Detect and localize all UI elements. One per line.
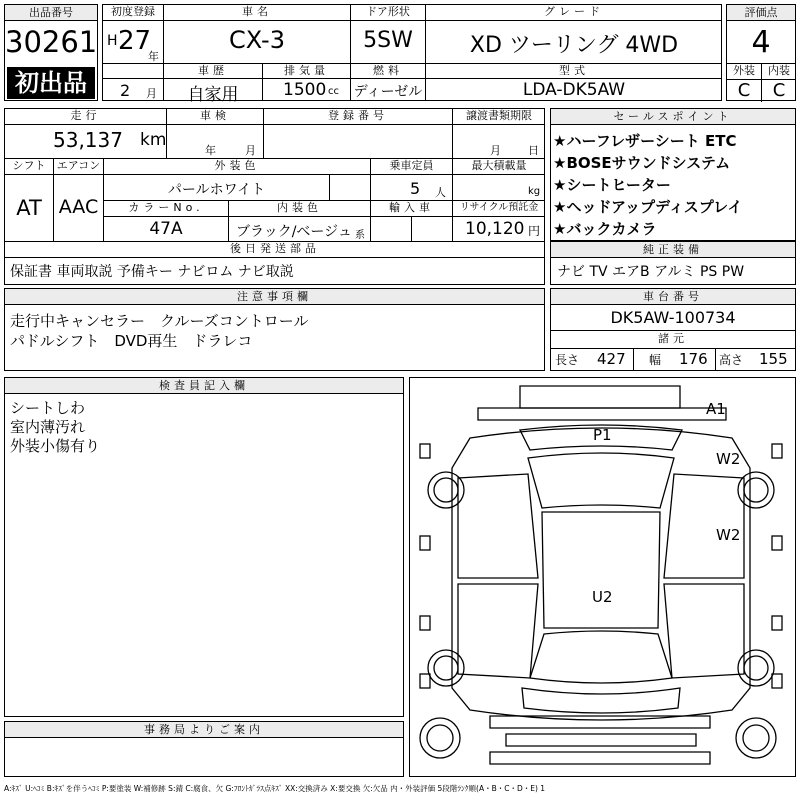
specs-label: 諸元 bbox=[658, 332, 688, 345]
inspector-line: 外装小傷有り bbox=[10, 437, 101, 455]
later-parts-label: 後日発送部品 bbox=[230, 242, 320, 255]
registration-label: 登録番号 bbox=[328, 109, 388, 122]
door-label: ドア形状 bbox=[366, 5, 410, 18]
int-color: ブラック/ベージュ bbox=[236, 224, 352, 240]
office-box bbox=[4, 721, 404, 777]
score-box bbox=[726, 4, 796, 101]
sales-point-item: ★ハーフレザーシート ETC bbox=[553, 132, 737, 150]
genuine-equipment-box bbox=[550, 241, 796, 285]
inspection-label: 車検 bbox=[200, 109, 230, 122]
damage-mark-p1: P1 bbox=[593, 426, 612, 444]
mileage-label: 走行 bbox=[70, 109, 101, 122]
car-diagram-box bbox=[409, 377, 796, 777]
car-name-label: 車名 bbox=[242, 5, 272, 18]
height: 155 bbox=[759, 350, 788, 368]
damage-mark-u2: U2 bbox=[592, 588, 613, 606]
aircon-label: エアコン bbox=[56, 159, 101, 172]
height-label: 高さ bbox=[719, 353, 744, 367]
first-reg-label: 初度登録 bbox=[111, 5, 155, 18]
genuine-equipment-label: 純正装備 bbox=[551, 242, 795, 258]
damage-mark-a1: A1 bbox=[706, 400, 726, 418]
door-type: 5SW bbox=[363, 28, 413, 53]
ext-color: パールホワイト bbox=[167, 182, 266, 198]
sales-point-item: ★ヘッドアップディスプレイ bbox=[553, 198, 743, 216]
chassis-box bbox=[550, 288, 796, 371]
first-reg-year: 27 bbox=[118, 26, 152, 56]
history: 自家用 bbox=[187, 85, 239, 105]
lot-number: 30261 bbox=[5, 25, 98, 59]
score-label: 評価点 bbox=[727, 5, 795, 21]
office-label: 事務局よりご案内 bbox=[5, 722, 403, 738]
color-no-label: カラーNo. bbox=[128, 201, 204, 214]
capacity-label: 乗車定員 bbox=[389, 159, 434, 172]
interior-grade-label: 内装 bbox=[768, 64, 790, 77]
exterior-grade-label: 外装 bbox=[733, 64, 755, 77]
color-no: 47A bbox=[149, 219, 183, 239]
inspector-line: 室内薄汚れ bbox=[10, 418, 86, 436]
transfer-month-unit: 月 bbox=[490, 144, 501, 157]
exterior-grade: C bbox=[737, 80, 751, 101]
caution-box bbox=[4, 288, 545, 371]
caution-label: 注意事項欄 bbox=[5, 289, 544, 305]
mileage-unit: km bbox=[140, 130, 167, 150]
damage-mark-w2: W2 bbox=[716, 526, 741, 544]
grade-label: グレード bbox=[544, 5, 604, 18]
capacity-unit: 人 bbox=[435, 186, 446, 199]
displacement: 1500 bbox=[283, 80, 327, 100]
lot-label: 出品番号 bbox=[5, 5, 97, 21]
fuel: ディーゼル bbox=[353, 84, 423, 100]
sales-point-item: ★BOSEサウンドシステム bbox=[553, 154, 731, 172]
inspector-label: 検査員記入欄 bbox=[5, 378, 403, 394]
recycle-unit: 円 bbox=[528, 224, 541, 238]
ext-color-label: 外装色 bbox=[214, 159, 260, 172]
fuel-label: 燃料 bbox=[373, 64, 403, 77]
sales-points-box bbox=[550, 108, 796, 241]
new-listing-badge: 初出品 bbox=[7, 67, 95, 99]
mileage: 53,137 bbox=[53, 128, 123, 152]
inspector-box bbox=[4, 377, 404, 717]
interior-grade: C bbox=[772, 80, 786, 101]
displacement-unit: cc bbox=[328, 86, 339, 97]
width: 176 bbox=[679, 350, 708, 368]
int-color-suffix: 系 bbox=[355, 230, 365, 241]
car-diagram bbox=[410, 378, 794, 775]
sales-point-item: ★バックカメラ bbox=[553, 220, 657, 238]
model-label: 型式 bbox=[559, 64, 589, 77]
inspection-year-unit: 年 bbox=[205, 144, 216, 157]
caution-line: 走行中キャンセラー クルーズコントロール bbox=[10, 312, 309, 330]
era-letter: H bbox=[107, 33, 118, 49]
recycle-label: リサイクル預託金 bbox=[459, 202, 539, 213]
aircon: AAC bbox=[58, 196, 99, 218]
sales-points-label: セールスポイント bbox=[551, 109, 795, 125]
load-unit: kg bbox=[528, 186, 541, 197]
length-label: 長さ bbox=[555, 353, 580, 367]
chassis-number: DK5AW-100734 bbox=[610, 308, 736, 327]
width-label: 幅 bbox=[649, 353, 662, 367]
displacement-label: 排気量 bbox=[284, 64, 329, 77]
inspection-month-unit: 月 bbox=[245, 144, 256, 157]
int-color-label: 内装色 bbox=[277, 201, 322, 214]
month-unit: 月 bbox=[146, 87, 157, 100]
score-value: 4 bbox=[751, 25, 771, 60]
shift: AT bbox=[16, 196, 42, 220]
later-parts: 保証書 車両取説 予備キー ナビロム ナビ取説 bbox=[10, 264, 294, 280]
sales-point-item: ★シートヒーター bbox=[553, 176, 671, 194]
transfer-day-unit: 日 bbox=[528, 144, 539, 157]
grade: XD ツーリング 4WD bbox=[469, 33, 679, 58]
capacity: 5 bbox=[410, 179, 421, 198]
chassis-label: 車台番号 bbox=[551, 289, 795, 305]
load-label: 最大積載量 bbox=[471, 159, 527, 172]
recycle-fee: 10,120 bbox=[465, 219, 525, 239]
car-name: CX-3 bbox=[229, 26, 285, 54]
length: 427 bbox=[597, 350, 626, 368]
model-code: LDA-DK5AW bbox=[522, 80, 626, 100]
inspector-line: シートしわ bbox=[10, 399, 86, 417]
first-reg-month: 2 bbox=[120, 81, 131, 100]
lot-box bbox=[4, 4, 98, 101]
import-label: 輸入車 bbox=[389, 201, 434, 214]
genuine-equipment: ナビ TV エアB アルミ PS PW bbox=[557, 264, 745, 280]
damage-mark-w2: W2 bbox=[716, 450, 741, 468]
caution-line: パドルシフト DVD再生 ドラレコ bbox=[10, 332, 253, 350]
shift-label: シフト bbox=[12, 159, 46, 172]
year-unit: 年 bbox=[148, 50, 159, 63]
history-label: 車歴 bbox=[198, 64, 228, 77]
legend: A:ｷｽﾞ U:ﾍｺﾐ B:ｷｽﾞを伴うﾍｺﾐ P:要塗装 W:補修跡 S:錆 C:腐食、欠 G:ﾌﾛﾝﾄｶﾞﾗｽ点ｷｽﾞ XX:交換済み X:要交換 欠:欠品 内・外装評価 5段階ﾗﾝｸ順(A・B・C・D・E) 1 bbox=[4, 784, 546, 793]
transfer-label: 譲渡書類期限 bbox=[466, 109, 532, 122]
